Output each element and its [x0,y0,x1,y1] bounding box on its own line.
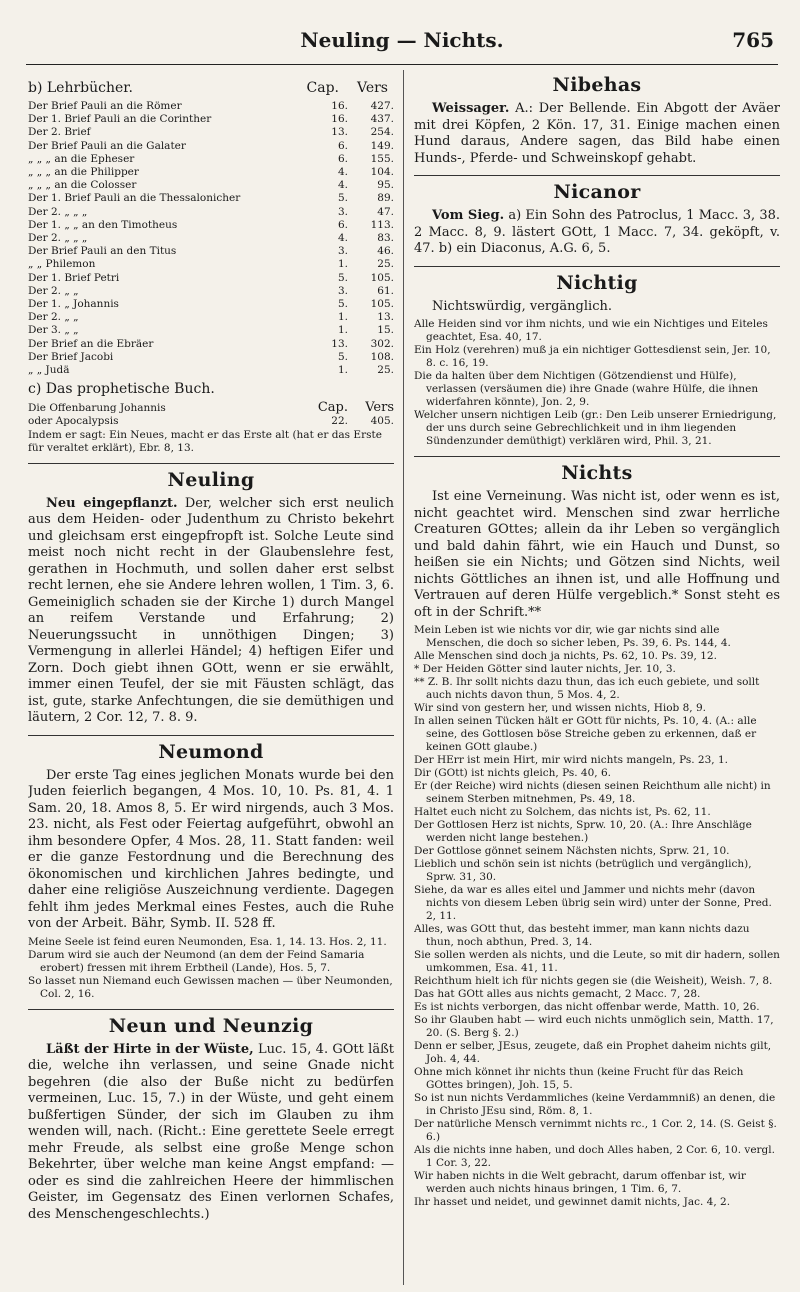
lehrbuch-cap: 4. [337,232,348,245]
lehrbuch-cap: 1. [337,364,348,377]
lehrbuch-title: Der 2. „ „ „ [28,205,88,218]
lehrbuch-row [28,351,394,364]
nichtig-body [414,299,780,316]
lehrbuch-vers: 113. [370,218,394,231]
section-rule [414,456,780,457]
lehrbuch-vers: 437. [370,113,394,126]
section-rule [28,735,394,736]
nichtig-note: Die da halten über dem Nichtigen (Götzendienst und Hülfe), verlassen (versäumen die) ihre Gnade (wahre Hülfe, die ihnen widerfahren könnte), Jon. 2, 9. [414,370,759,408]
lehrbuch-row [28,245,394,258]
nichtig-note: Alle Heiden sind vor ihm nichts, und wie ein Nichtiges und Eiteles geachtet, Esa. 40, 17. [414,318,768,343]
lehrbuch-cap: 5. [337,271,348,284]
nichts-note: Der Gottlose gönnet seinem Nächsten nichts, Sprw. 21, 10. [414,845,730,857]
nichts-body [414,489,780,621]
lehrbuch-title: Der 1. Brief Pauli an die Thessalonicher [28,192,241,205]
lehrbuch-cap: 5. [337,298,348,311]
nichts-notes [414,624,780,1209]
lehrbuch-title: Der Brief an die Ebräer [28,337,154,350]
left-column [28,72,394,1286]
lehrbuch-row [28,206,394,219]
nichts-note: Sie sollen werden als nichts, und die Leute, so mit dir hadern, sollen umkommen, Esa. 41, 11. [414,949,780,974]
nichts-note: Wir haben nichts in die Welt gebracht, darum offenbar ist, wir werden auch nichts hinaus bringen, 1 Tim. 6, 7. [414,1170,746,1195]
lehrbuch-vers: 105. [370,298,394,311]
neumond-body [28,768,394,933]
proph-note: Indem er sagt: Ein Neues, macht er das Erste alt (hat er das Erste für veraltet erklärt), Ebr. 8, 13. [28,428,382,454]
lehrbuch-title: Der Brief Pauli an den Titus [28,245,177,258]
lehrbuch-row [28,140,394,153]
lehrbuch-vers: 254. [370,126,394,139]
nichts-note: Denn er selber, JEsus, zeugete, daß ein Prophet daheim nichts gilt, Joh. 4, 44. [414,1040,772,1065]
lehrbuch-cap: 13. [331,126,348,139]
lehrbuecher-heading-row [28,80,394,97]
nicanor-lemma: Vom Sieg. [432,208,505,223]
neun-lemma: Läßt der Hirte in der Wüste, [46,1041,254,1057]
proph-vers-label: Vers [365,400,394,416]
lehrbuch-cap: 16. [331,100,348,112]
neumond-text: Der erste Tag eines jeglichen Monats wurde bei den Juden feierlich begangen, 4 Mos. 10, 10. Ps. 81, 4. 1 Sam. 20, 18. Amos 8, 5. Er wird nirgends, auch 3 Mos. 23. nicht, als Fest oder Feiertag aufgeführt, obwohl an ihm besondere Opfer, 4 Mos. 28, 11. Statt fanden: weil er die ganze Festordnung und die Berechnung des ökonomischen und kirchlichen Jahres bedingte, und daher eine religiöse Auszeichnung verdiente. Dagegen fehlt ihm jedes Merkmal eines Festes, auch die Ruhe von der Arbeit. Bähr, Symb. II. 528 ff. [28,767,394,932]
lehrbuch-row [28,258,394,271]
header-rule [26,64,778,65]
lehrbuch-title: Der 1. Brief Petri [28,271,120,284]
neun-body [28,1042,394,1224]
lehrbuch-row [28,153,394,166]
lehrbuch-vers: 149. [370,139,394,152]
lehrbuch-row [28,100,394,113]
lehrbuch-vers: 302. [370,337,394,350]
lehrbuch-title: „ „ „ an die Colosser [28,179,137,192]
nibehas-body [414,101,780,167]
lehrbuch-cap: 16. [331,113,348,126]
lehrbuch-title: Der Brief Pauli an die Römer [28,100,182,112]
lehrbuch-title: Der 1. „ „ an den Timotheus [28,218,178,231]
nicanor-title: Nicanor [553,181,641,203]
nichts-note: Mein Leben ist wie nichts vor dir, wie gar nichts sind alle Menschen, die doch so sicher leben, Ps. 39, 6. Ps. 144, 4. [414,624,731,649]
nichts-note: Alle Menschen sind doch ja nichts, Ps. 62, 10. Ps. 39, 12. [414,650,717,662]
lehrbuch-title: Der 2. „ „ „ [28,232,88,245]
lehrbuch-cap: 6. [337,139,348,152]
nichts-note: So ist nun nichts Verdammliches (keine Verdammniß) an denen, die in Christo JEsu sind, Röm. 8, 1. [414,1092,776,1117]
lehrbuch-cap: 1. [337,258,348,271]
neumond-note: Meine Seele ist feind euren Neumonden, Esa. 1, 14. 13. Hos. 2, 11. [28,935,387,948]
nichts-note: Wir sind von gestern her, und wissen nichts, Hiob 8, 9. [414,702,706,714]
proph-row [28,415,394,428]
lehrbuch-row [28,272,394,285]
lehrbuch-cap: 3. [337,245,348,258]
proph-row-title: Die Offenbarung Johannis [28,402,166,415]
nichtig-title: Nichtig [556,271,638,294]
lehrbuch-title: Der 1. Brief Pauli an die Corinther [28,113,212,126]
section-rule [28,463,394,464]
neumond-note: So lasset nun Niemand euch Gewissen machen — über Neumonden, Col. 2, 16. [28,974,393,1000]
nichts-note: Alles, was GOtt thut, das besteht immer, man kann nichts dazu thun, noch abthun, Pred. 3, 14. [414,923,750,948]
lehrbuch-cap: 1. [337,324,348,337]
lehrbuch-row [28,219,394,232]
lehrbuch-row [28,298,394,311]
proph-row [28,401,394,415]
nichts-note: Das hat GOtt alles aus nichts gemacht, 2 Macc. 7, 28. [414,988,701,1000]
nichts-note: Der natürliche Mensch vernimmt nichts rc., 1 Cor. 2, 14. (S. Geist §. 6.) [414,1118,777,1143]
lehrbuch-cap: 5. [337,350,348,363]
lehrbuch-vers: 95. [377,179,394,192]
lehrbuch-row [28,113,394,126]
lehrbuch-title: „ „ Philemon [28,258,96,271]
nichtig-note: Ein Holz (verehren) muß ja ein nichtiger Gottesdienst sein, Jer. 10, 8. c. 16, 19. [414,344,771,369]
nichts-note: Der Gottlosen Herz ist nichts, Sprw. 10, 20. (A.: Ihre Anschläge werden nicht lange bestehen.) [414,819,752,844]
lehrbuecher-heading: b) Lehrbücher. [28,80,133,96]
section-rule [414,266,780,267]
nichts-note: Reichthum hielt ich für nichts gegen sie (die Weisheit), Weish. 7, 8. [414,975,773,987]
nibehas-heading [414,74,780,96]
lehrbuch-title: Der 2. „ „ [28,284,79,297]
lehrbuch-cap: 6. [337,218,348,231]
nichts-note: Ohne mich könnet ihr nichts thun (keine Frucht für das Reich GOttes bringen), Joh. 15, 5. [414,1066,744,1091]
nichts-note: Dir (GOtt) ist nichts gleich, Ps. 40, 6. [414,767,611,779]
lehrbuch-title: „ „ „ an die Epheser [28,152,135,165]
neuling-lemma: Neu eingepflanzt. [46,495,178,511]
nichts-text: Ist eine Verneinung. Was nicht ist, oder wenn es ist, nicht geachtet wird. Menschen sind zwar herrliche Creaturen GOttes; allein da ihr Leben so vergänglich und bald dahin fährt, wie ein Hauch und Dunst, so heißen sie ein Nichts; und Götzen sind Nichts, weil nichts Göttliches an ihnen ist, und alle Hoffnung und Vertrauen auf deren Hülfe vergeblich.* Sonst steht es oft in der Schrift.** [414,489,780,620]
nicanor-body [414,208,780,258]
lehrbuch-title: Der 1. „ Johannis [28,298,119,311]
proph-cap-label: Cap. [317,400,348,416]
nichts-title: Nichts [561,462,633,484]
proph-row-title: oder Apocalypsis [28,415,119,428]
proph-row-vers: 405. [370,415,394,428]
nicanor-text: a) Ein Sohn des Patroclus, 1 Macc. 3, 38. 2 Macc. 8, 9. lästert GOtt, 1 Macc. 7, 34. geköpft, v. 47. b) ein Diaconus, A.G. 6, 5. [414,208,780,256]
lehrbuch-row [28,311,394,324]
section-rule [414,175,780,176]
lehrbuch-title: Der Brief Jacobi [28,350,114,363]
lehrbuch-vers: 104. [370,166,394,179]
lehrbuch-title: Der Brief Pauli an die Galater [28,139,186,152]
lehrbuch-vers: 13. [377,311,394,324]
lehrbuch-row [28,285,394,298]
nichts-note: Es ist nichts verborgen, das nicht offenbar werde, Matth. 10, 26. [414,1001,760,1013]
nichtig-heading [414,266,780,294]
nibehas-lemma: Weissager. [432,101,510,116]
lehrbuch-cap: 4. [337,179,348,192]
lehrbuch-cap: 1. [337,311,348,324]
lehrbuch-cap: 4. [337,166,348,179]
neuling-heading [28,463,394,491]
nibehas-text: A.: Der Bellende. Ein Abgott der Aväer mit drei Köpfen, 2 Kön. 17, 31. Einige machen einen Hund daraus, Andere sagen, das Bild habe einen Hunds-, Pferde- und Schweinskopf gehabt. [414,101,780,166]
neumond-note: Darum wird sie auch der Neumond (an dem der Feind Samaria erobert) fressen mit ihrem Erbtheil (Lande), Hos. 5, 7. [28,948,365,974]
lehrbuch-row [28,364,394,377]
neumond-heading [28,735,394,763]
nichts-note: So ihr Glauben habt — wird euch nichts unmöglich sein, Matth. 17, 20. (S. Berg §. 2.) [414,1014,774,1039]
neuling-body [28,496,394,727]
nichts-note: Haltet euch nicht zu Solchem, das nichts ist, Ps. 62, 11. [414,806,711,818]
lehrbuch-vers: 155. [370,152,394,165]
nichts-note: Er (der Reiche) wird nichts (diesen seinen Reichthum alle nicht) in seinem Sterben mitnehmen, Ps. 49, 18. [414,780,771,805]
lehrbuch-cap: 6. [337,152,348,165]
lehrbuch-vers: 108. [370,350,394,363]
lehrbuch-row [28,179,394,192]
neumond-title: Neumond [158,740,264,763]
lehrbuch-vers: 46. [377,245,394,258]
nichts-note: Der HErr ist mein Hirt, mir wird nichts mangeln, Ps. 23, 1. [414,754,728,766]
nichts-heading [414,456,780,484]
cap-label: Cap. [306,80,339,96]
nichtig-notes [414,318,780,448]
running-head: Neuling — Nichts. [300,28,504,52]
vers-label: Vers [357,80,388,96]
neuling-text: Der, welcher sich erst neulich aus dem Heiden- oder Judenthum zu Christo bekehrt und gleichsam erst eingepfropft ist. Solche Leute sind meist noch nicht recht in der Glaubenslehre fest, gerathen in Hochmuth, und sollen daher erst selbst recht lernen, ehe sie Andere lehren wollen, 1 Tim. 3, 6. Gemeiniglich schaden sie der Kirche 1) durch Mangel an reifem Verstande und Erfahrung; 2) Neuerungssucht in unnöthigen Dingen; 3) Vermengung in allerlei Händel; 4) heftigen Eifer und Zorn. Doch giebt ihnen GOtt, wenn er sie erwählt, immer einen Teufel, der sie mit Fäusten schlägt, das ist, gute, starke Anfechtungen, die sie demüthigen und läutern, 2 Cor. 12, 7. 8. 9. [28,495,394,726]
lehrbuch-row [28,166,394,179]
lehrbuch-cap: 3. [337,284,348,297]
lehrbuch-vers: 427. [370,100,394,112]
neun-heading [28,1009,394,1037]
neumond-notes [28,936,394,1001]
lehrbuch-vers: 25. [377,364,394,377]
neun-title: Neun und Neunzig [108,1014,314,1037]
section-rule [28,1009,394,1010]
lehrbuch-title: „ „ „ an die Philipper [28,166,139,179]
page-number: 765 [732,28,774,52]
lehrbuch-vers: 61. [377,284,394,297]
lehrbuecher-list [28,100,394,377]
nichts-note: In allen seinen Tücken hält er GOtt für nichts, Ps. 10, 4. (A.: alle seine, des Gottlosen böse Streiche geben zu erkennen, daß er keinen GOtt glaube.) [414,715,757,753]
nibehas-title: Nibehas [552,74,642,96]
lehrbuch-row [28,324,394,337]
proph-heading: c) Das prophetische Buch. [28,381,215,398]
nichts-note: Als die nichts inne haben, und doch Alles haben, 2 Cor. 6, 10. vergl. 1 Cor. 3, 22. [414,1144,775,1169]
nichtig-lead: Nichtswürdig, vergänglich. [432,298,612,314]
cap-vers-labels [307,80,394,97]
column-divider [403,70,404,1285]
lehrbuch-vers: 105. [370,271,394,284]
lehrbuch-title: Der 2. Brief [28,126,91,139]
lehrbuch-cap: 5. [337,192,348,205]
lehrbuch-row [28,192,394,205]
lehrbuch-vers: 89. [377,192,394,205]
lehrbuch-row [28,232,394,245]
lehrbuch-title: Der 2. „ „ [28,311,79,324]
right-column [414,72,780,1286]
neun-text: Luc. 15, 4. GOtt läßt die, welche ihn verlassen, und seine Gnade nicht begehren (die also der Buße nicht zu bedürfen vermeinen, Luc. 15, 7.) in der Wüste, und geht einem bußfertigen Sünder, der sich im Glauben zu ihm wenden will, nach. (Richt.: Eine gerettete Seele erregt mehr Freude, als selbst eine große Menge schon Bekehrter, über welche man keine Angst empfand: — oder es sind die zahlreichen Heere der himmlischen Geister, im Gegensatz des Einen verlornen Schafes, des Menschengeschlechts.) [28,1041,394,1222]
lehrbuch-vers: 25. [377,258,394,271]
lehrbuch-title: „ „ Judä [28,364,70,377]
nicanor-heading [414,175,780,203]
nichtig-note: Welcher unsern nichtigen Leib (gr.: Den Leib unserer Erniedrigung, der uns durch seine Gebrechlichkeit und in ihm liegenden Sündenzunder demüthigt) verklären wird, Phil. 3, 21. [414,409,777,447]
lehrbuch-row [28,126,394,139]
lehrbuch-cap: 13. [331,337,348,350]
proph-heading-row [28,381,394,398]
lehrbuch-row [28,338,394,351]
proph-row-cap: 22. [331,415,348,428]
lehrbuch-cap: 3. [337,205,348,218]
nichts-note: ** Z. B. Ihr sollt nichts dazu thun, das ich euch gebiete, und sollt auch nichts davon thun, 5 Mos. 4, 2. [414,676,760,701]
nichts-note: * Der Heiden Götter sind lauter nichts, Jer. 10, 3. [414,663,676,675]
page-header [26,28,778,64]
lehrbuch-title: Der 3. „ „ [28,324,79,337]
lehrbuch-vers: 83. [377,232,394,245]
lehrbuch-vers: 15. [377,324,394,337]
lehrbuch-vers: 47. [377,205,394,218]
neuling-title: Neuling [167,468,255,491]
nichts-note: Siehe, da war es alles eitel und Jammer und nichts mehr (davon nichts von diesem Leben übrig sein wird) unter der Sonne, Pred. 2, 11. [414,884,772,922]
nichts-note: Lieblich und schön sein ist nichts (betrüglich und vergänglich), Sprw. 31, 30. [414,858,752,883]
nichts-note: Ihr hasset und neidet, und gewinnet damit nichts, Jac. 4, 2. [414,1196,731,1208]
